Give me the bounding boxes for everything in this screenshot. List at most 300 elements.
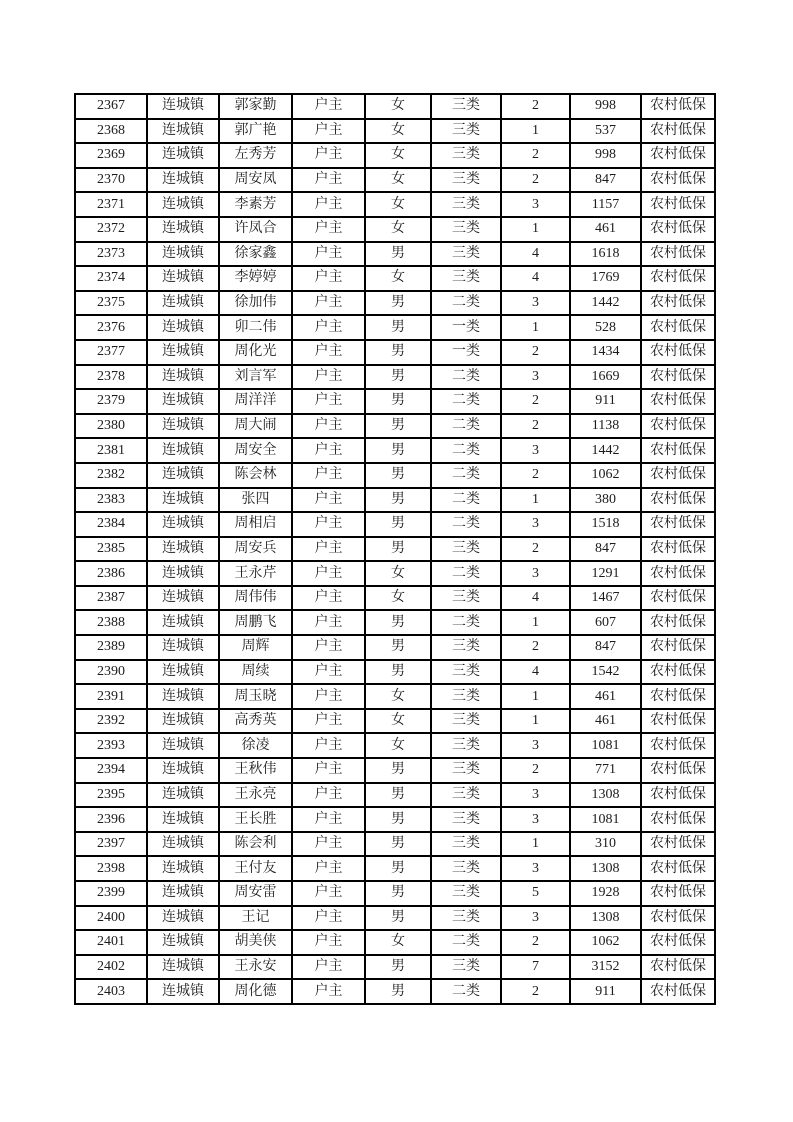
cell-name: 周安兵: [219, 537, 292, 562]
cell-town: 连城镇: [147, 488, 219, 513]
table-row: [75, 291, 715, 316]
cell-benefit-type: 农村低保: [641, 955, 715, 980]
cell-benefit-type: 农村低保: [641, 660, 715, 685]
cell-name: 周化光: [219, 340, 292, 365]
cell-benefit-type: 农村低保: [641, 389, 715, 414]
cell-benefit-type: 农村低保: [641, 414, 715, 439]
cell-category: 三类: [431, 783, 501, 808]
cell-benefit-type: 农村低保: [641, 94, 715, 119]
cell-relation: 户主: [292, 684, 365, 709]
table-row: [75, 733, 715, 758]
cell-town: 连城镇: [147, 266, 219, 291]
cell-category: 三类: [431, 906, 501, 931]
cell-people-count: 1: [501, 684, 570, 709]
cell-name: 王付友: [219, 856, 292, 881]
cell-gender: 男: [365, 832, 431, 857]
cell-gender: 男: [365, 438, 431, 463]
cell-benefit-type: 农村低保: [641, 217, 715, 242]
table-row: [75, 192, 715, 217]
cell-amount: 1291: [570, 561, 641, 586]
cell-relation: 户主: [292, 389, 365, 414]
cell-benefit-type: 农村低保: [641, 709, 715, 734]
cell-relation: 户主: [292, 217, 365, 242]
table-row: [75, 94, 715, 119]
cell-category: 二类: [431, 438, 501, 463]
table-row: [75, 119, 715, 144]
cell-amount: 998: [570, 143, 641, 168]
cell-benefit-type: 农村低保: [641, 856, 715, 881]
cell-benefit-type: 农村低保: [641, 119, 715, 144]
cell-name: 王秋伟: [219, 758, 292, 783]
table-row: [75, 660, 715, 685]
cell-amount: 1618: [570, 242, 641, 267]
cell-serial-number: 2376: [75, 315, 147, 340]
welfare-register-table: [74, 93, 716, 1005]
cell-amount: 380: [570, 488, 641, 513]
cell-name: 周安凤: [219, 168, 292, 193]
cell-amount: 310: [570, 832, 641, 857]
cell-serial-number: 2387: [75, 586, 147, 611]
cell-people-count: 3: [501, 807, 570, 832]
cell-name: 周伟伟: [219, 586, 292, 611]
cell-benefit-type: 农村低保: [641, 610, 715, 635]
cell-serial-number: 2398: [75, 856, 147, 881]
cell-name: 左秀芳: [219, 143, 292, 168]
cell-benefit-type: 农村低保: [641, 266, 715, 291]
cell-people-count: 2: [501, 635, 570, 660]
cell-serial-number: 2375: [75, 291, 147, 316]
cell-town: 连城镇: [147, 119, 219, 144]
cell-people-count: 2: [501, 340, 570, 365]
table-row: [75, 955, 715, 980]
cell-people-count: 2: [501, 168, 570, 193]
table-row: [75, 709, 715, 734]
cell-name: 许凤合: [219, 217, 292, 242]
cell-benefit-type: 农村低保: [641, 684, 715, 709]
cell-amount: 847: [570, 537, 641, 562]
cell-town: 连城镇: [147, 881, 219, 906]
cell-relation: 户主: [292, 955, 365, 980]
cell-amount: 1442: [570, 291, 641, 316]
cell-people-count: 3: [501, 365, 570, 390]
cell-category: 二类: [431, 365, 501, 390]
cell-amount: 1518: [570, 512, 641, 537]
cell-town: 连城镇: [147, 783, 219, 808]
cell-relation: 户主: [292, 733, 365, 758]
cell-name: 周续: [219, 660, 292, 685]
cell-amount: 1062: [570, 463, 641, 488]
cell-amount: 1308: [570, 906, 641, 931]
cell-people-count: 1: [501, 832, 570, 857]
cell-name: 郭家勤: [219, 94, 292, 119]
cell-people-count: 1: [501, 488, 570, 513]
cell-category: 三类: [431, 192, 501, 217]
table-row: [75, 217, 715, 242]
cell-town: 连城镇: [147, 365, 219, 390]
cell-serial-number: 2397: [75, 832, 147, 857]
cell-people-count: 2: [501, 930, 570, 955]
cell-gender: 女: [365, 119, 431, 144]
cell-name: 徐加伟: [219, 291, 292, 316]
cell-relation: 户主: [292, 291, 365, 316]
cell-name: 周化德: [219, 979, 292, 1004]
cell-name: 卯二伟: [219, 315, 292, 340]
cell-gender: 女: [365, 733, 431, 758]
cell-people-count: 2: [501, 758, 570, 783]
cell-amount: 528: [570, 315, 641, 340]
cell-relation: 户主: [292, 119, 365, 144]
cell-serial-number: 2399: [75, 881, 147, 906]
cell-amount: 847: [570, 635, 641, 660]
cell-amount: 847: [570, 168, 641, 193]
cell-people-count: 3: [501, 512, 570, 537]
cell-name: 周大闹: [219, 414, 292, 439]
cell-gender: 男: [365, 660, 431, 685]
cell-serial-number: 2369: [75, 143, 147, 168]
cell-category: 二类: [431, 512, 501, 537]
cell-category: 三类: [431, 217, 501, 242]
cell-people-count: 3: [501, 733, 570, 758]
cell-benefit-type: 农村低保: [641, 586, 715, 611]
cell-amount: 1669: [570, 365, 641, 390]
cell-relation: 户主: [292, 168, 365, 193]
cell-people-count: 2: [501, 389, 570, 414]
cell-amount: 1467: [570, 586, 641, 611]
table-row: [75, 512, 715, 537]
cell-people-count: 4: [501, 266, 570, 291]
table-row: [75, 488, 715, 513]
cell-relation: 户主: [292, 930, 365, 955]
cell-name: 周相启: [219, 512, 292, 537]
cell-benefit-type: 农村低保: [641, 143, 715, 168]
cell-benefit-type: 农村低保: [641, 488, 715, 513]
table-row: [75, 586, 715, 611]
cell-gender: 男: [365, 979, 431, 1004]
cell-gender: 女: [365, 930, 431, 955]
cell-gender: 男: [365, 783, 431, 808]
cell-relation: 户主: [292, 365, 365, 390]
cell-gender: 男: [365, 488, 431, 513]
table-row: [75, 340, 715, 365]
cell-gender: 男: [365, 389, 431, 414]
cell-benefit-type: 农村低保: [641, 463, 715, 488]
table-row: [75, 365, 715, 390]
cell-amount: 1062: [570, 930, 641, 955]
cell-name: 徐凌: [219, 733, 292, 758]
cell-category: 三类: [431, 955, 501, 980]
cell-town: 连城镇: [147, 217, 219, 242]
cell-serial-number: 2402: [75, 955, 147, 980]
cell-category: 二类: [431, 291, 501, 316]
cell-people-count: 3: [501, 192, 570, 217]
table-row: [75, 807, 715, 832]
cell-name: 周辉: [219, 635, 292, 660]
cell-category: 二类: [431, 414, 501, 439]
cell-town: 连城镇: [147, 389, 219, 414]
cell-town: 连城镇: [147, 315, 219, 340]
cell-name: 郭广艳: [219, 119, 292, 144]
cell-town: 连城镇: [147, 733, 219, 758]
cell-gender: 女: [365, 168, 431, 193]
cell-category: 三类: [431, 242, 501, 267]
cell-town: 连城镇: [147, 340, 219, 365]
cell-benefit-type: 农村低保: [641, 340, 715, 365]
cell-gender: 女: [365, 192, 431, 217]
cell-amount: 1928: [570, 881, 641, 906]
cell-gender: 男: [365, 365, 431, 390]
cell-name: 刘言军: [219, 365, 292, 390]
cell-name: 李素芳: [219, 192, 292, 217]
cell-benefit-type: 农村低保: [641, 537, 715, 562]
cell-name: 周安全: [219, 438, 292, 463]
cell-gender: 女: [365, 266, 431, 291]
cell-name: 李婷婷: [219, 266, 292, 291]
cell-relation: 户主: [292, 143, 365, 168]
cell-serial-number: 2385: [75, 537, 147, 562]
cell-town: 连城镇: [147, 807, 219, 832]
cell-relation: 户主: [292, 266, 365, 291]
cell-gender: 男: [365, 537, 431, 562]
cell-relation: 户主: [292, 192, 365, 217]
cell-serial-number: 2383: [75, 488, 147, 513]
table-row: [75, 315, 715, 340]
table-row: [75, 266, 715, 291]
cell-amount: 461: [570, 709, 641, 734]
cell-benefit-type: 农村低保: [641, 635, 715, 660]
cell-gender: 女: [365, 217, 431, 242]
cell-gender: 男: [365, 463, 431, 488]
cell-serial-number: 2379: [75, 389, 147, 414]
cell-town: 连城镇: [147, 906, 219, 931]
cell-gender: 女: [365, 94, 431, 119]
cell-town: 连城镇: [147, 635, 219, 660]
table-row: [75, 143, 715, 168]
cell-name: 徐家鑫: [219, 242, 292, 267]
cell-name: 周玉晓: [219, 684, 292, 709]
cell-serial-number: 2367: [75, 94, 147, 119]
cell-relation: 户主: [292, 315, 365, 340]
cell-category: 三类: [431, 143, 501, 168]
cell-serial-number: 2400: [75, 906, 147, 931]
cell-amount: 607: [570, 610, 641, 635]
table-row: [75, 635, 715, 660]
cell-name: 胡美侠: [219, 930, 292, 955]
cell-gender: 男: [365, 512, 431, 537]
cell-category: 三类: [431, 635, 501, 660]
table-row: [75, 979, 715, 1004]
cell-people-count: 4: [501, 586, 570, 611]
table-row: [75, 881, 715, 906]
cell-serial-number: 2370: [75, 168, 147, 193]
cell-relation: 户主: [292, 783, 365, 808]
cell-benefit-type: 农村低保: [641, 807, 715, 832]
cell-name: 张四: [219, 488, 292, 513]
cell-category: 三类: [431, 586, 501, 611]
cell-category: 三类: [431, 758, 501, 783]
cell-name: 王永亮: [219, 783, 292, 808]
cell-town: 连城镇: [147, 586, 219, 611]
cell-serial-number: 2395: [75, 783, 147, 808]
cell-people-count: 2: [501, 979, 570, 1004]
cell-relation: 户主: [292, 906, 365, 931]
cell-gender: 女: [365, 143, 431, 168]
table-row: [75, 414, 715, 439]
cell-name: 陈会利: [219, 832, 292, 857]
cell-category: 三类: [431, 733, 501, 758]
cell-name: 周洋洋: [219, 389, 292, 414]
cell-amount: 1308: [570, 856, 641, 881]
cell-people-count: 5: [501, 881, 570, 906]
cell-town: 连城镇: [147, 168, 219, 193]
cell-serial-number: 2373: [75, 242, 147, 267]
cell-amount: 537: [570, 119, 641, 144]
cell-gender: 男: [365, 414, 431, 439]
cell-relation: 户主: [292, 94, 365, 119]
cell-people-count: 2: [501, 463, 570, 488]
cell-town: 连城镇: [147, 143, 219, 168]
cell-gender: 男: [365, 610, 431, 635]
cell-category: 三类: [431, 537, 501, 562]
cell-people-count: 4: [501, 242, 570, 267]
cell-gender: 男: [365, 315, 431, 340]
cell-serial-number: 2381: [75, 438, 147, 463]
cell-name: 王永芹: [219, 561, 292, 586]
cell-relation: 户主: [292, 709, 365, 734]
cell-benefit-type: 农村低保: [641, 930, 715, 955]
cell-category: 二类: [431, 488, 501, 513]
cell-gender: 男: [365, 881, 431, 906]
cell-town: 连城镇: [147, 955, 219, 980]
cell-town: 连城镇: [147, 979, 219, 1004]
cell-town: 连城镇: [147, 192, 219, 217]
cell-category: 一类: [431, 315, 501, 340]
table-row: [75, 684, 715, 709]
cell-gender: 女: [365, 709, 431, 734]
cell-gender: 男: [365, 856, 431, 881]
cell-town: 连城镇: [147, 537, 219, 562]
cell-category: 二类: [431, 389, 501, 414]
cell-town: 连城镇: [147, 242, 219, 267]
cell-relation: 户主: [292, 340, 365, 365]
cell-relation: 户主: [292, 512, 365, 537]
cell-town: 连城镇: [147, 660, 219, 685]
cell-category: 三类: [431, 807, 501, 832]
cell-relation: 户主: [292, 610, 365, 635]
cell-people-count: 7: [501, 955, 570, 980]
cell-amount: 1769: [570, 266, 641, 291]
cell-serial-number: 2374: [75, 266, 147, 291]
cell-amount: 911: [570, 979, 641, 1004]
cell-benefit-type: 农村低保: [641, 438, 715, 463]
cell-relation: 户主: [292, 586, 365, 611]
cell-town: 连城镇: [147, 610, 219, 635]
cell-serial-number: 2377: [75, 340, 147, 365]
cell-serial-number: 2382: [75, 463, 147, 488]
cell-town: 连城镇: [147, 512, 219, 537]
cell-town: 连城镇: [147, 930, 219, 955]
cell-relation: 户主: [292, 463, 365, 488]
table-row: [75, 832, 715, 857]
cell-people-count: 3: [501, 856, 570, 881]
cell-name: 王长胜: [219, 807, 292, 832]
cell-name: 王永安: [219, 955, 292, 980]
cell-relation: 户主: [292, 758, 365, 783]
cell-amount: 461: [570, 684, 641, 709]
cell-people-count: 3: [501, 561, 570, 586]
cell-benefit-type: 农村低保: [641, 168, 715, 193]
cell-town: 连城镇: [147, 684, 219, 709]
cell-relation: 户主: [292, 881, 365, 906]
cell-name: 王记: [219, 906, 292, 931]
cell-category: 三类: [431, 684, 501, 709]
cell-benefit-type: 农村低保: [641, 758, 715, 783]
cell-amount: 1138: [570, 414, 641, 439]
cell-serial-number: 2371: [75, 192, 147, 217]
cell-people-count: 1: [501, 315, 570, 340]
cell-relation: 户主: [292, 807, 365, 832]
cell-category: 二类: [431, 979, 501, 1004]
cell-people-count: 1: [501, 709, 570, 734]
cell-people-count: 1: [501, 217, 570, 242]
cell-amount: 1308: [570, 783, 641, 808]
cell-people-count: 4: [501, 660, 570, 685]
cell-town: 连城镇: [147, 463, 219, 488]
cell-amount: 911: [570, 389, 641, 414]
cell-benefit-type: 农村低保: [641, 979, 715, 1004]
table-row: [75, 389, 715, 414]
cell-people-count: 2: [501, 537, 570, 562]
cell-category: 二类: [431, 930, 501, 955]
cell-gender: 女: [365, 684, 431, 709]
cell-category: 一类: [431, 340, 501, 365]
cell-relation: 户主: [292, 414, 365, 439]
cell-benefit-type: 农村低保: [641, 315, 715, 340]
cell-name: 高秀英: [219, 709, 292, 734]
cell-amount: 1442: [570, 438, 641, 463]
cell-serial-number: 2386: [75, 561, 147, 586]
cell-relation: 户主: [292, 438, 365, 463]
cell-serial-number: 2392: [75, 709, 147, 734]
cell-gender: 男: [365, 635, 431, 660]
cell-serial-number: 2368: [75, 119, 147, 144]
cell-name: 周鹏飞: [219, 610, 292, 635]
cell-serial-number: 2389: [75, 635, 147, 660]
cell-town: 连城镇: [147, 561, 219, 586]
cell-gender: 男: [365, 955, 431, 980]
cell-people-count: 1: [501, 610, 570, 635]
table-row: [75, 561, 715, 586]
cell-serial-number: 2390: [75, 660, 147, 685]
cell-serial-number: 2372: [75, 217, 147, 242]
cell-gender: 男: [365, 906, 431, 931]
cell-people-count: 3: [501, 438, 570, 463]
table-row: [75, 758, 715, 783]
cell-serial-number: 2384: [75, 512, 147, 537]
cell-amount: 1157: [570, 192, 641, 217]
cell-people-count: 1: [501, 119, 570, 144]
cell-amount: 998: [570, 94, 641, 119]
cell-serial-number: 2391: [75, 684, 147, 709]
table-row: [75, 856, 715, 881]
cell-relation: 户主: [292, 856, 365, 881]
cell-name: 周安雷: [219, 881, 292, 906]
cell-people-count: 3: [501, 291, 570, 316]
cell-category: 三类: [431, 660, 501, 685]
cell-category: 三类: [431, 119, 501, 144]
table-row: [75, 438, 715, 463]
cell-people-count: 3: [501, 906, 570, 931]
cell-relation: 户主: [292, 242, 365, 267]
